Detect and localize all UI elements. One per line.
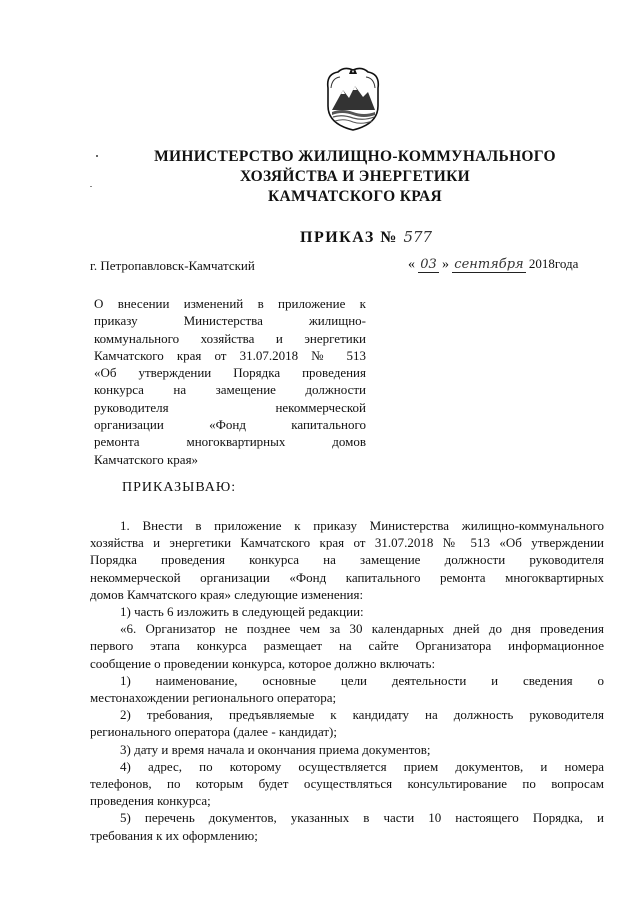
subject-line: коммунального хозяйства и энергетики xyxy=(94,330,366,346)
body-line: телефонов, по которым будет осуществляться консультирование по вопросам xyxy=(90,776,604,792)
body-line: проведения конкурса; xyxy=(90,793,211,809)
order-subject xyxy=(94,295,366,468)
body-line: некоммерческой организации «Фонд капитального ремонта многоквартирных xyxy=(90,569,604,585)
ministry-line-2: ХОЗЯЙСТВА И ЭНЕРГЕТИКИ xyxy=(239,168,471,185)
order-date xyxy=(408,256,578,273)
body-line: «6. Организатор не позднее чем за 30 календарных дней до дня проведения xyxy=(120,621,604,637)
body-line: 1) наименование, основные цели деятельности и сведения о xyxy=(120,672,604,688)
subject-line: Камчатского края от 31.07.2018 № 513 xyxy=(94,347,366,363)
ministry-name xyxy=(100,147,610,207)
body-line: Порядка проведения конкурса на замещение должности руководителя xyxy=(90,552,604,568)
body-line: хозяйства и энергетики Камчатского края от 31.07.2018 № 513 «Об утверждении xyxy=(90,535,604,551)
body-line: местонахождении регионального оператора; xyxy=(90,690,337,706)
date-year: 2018года xyxy=(528,256,579,271)
subject-line: ремонта многоквартирных домов xyxy=(94,434,366,450)
body-line: 3) дату и время начала и окончания приема документов; xyxy=(120,741,431,757)
subject-line: руководителя некоммерческой xyxy=(94,399,366,415)
date-open-quote: « xyxy=(408,257,415,272)
subject-line: Камчатского края» xyxy=(94,451,199,467)
order-label: ПРИКАЗ № xyxy=(300,229,398,246)
body-line: 1. Внести в приложение к приказу Министерства жилищно-коммунального xyxy=(120,518,604,533)
order-title xyxy=(300,228,432,247)
subject-line: О внесении изменений в приложение к xyxy=(94,296,366,311)
date-day: 03 xyxy=(420,257,437,272)
scan-speck xyxy=(96,155,98,157)
order-number: 577 xyxy=(403,228,433,246)
coat-of-arms-emblem xyxy=(322,66,384,132)
subject-line: конкурса на замещение должности xyxy=(94,382,366,398)
order-word: ПРИКАЗЫВАЮ: xyxy=(122,480,237,495)
date-month: сентября xyxy=(454,257,524,272)
ministry-line-1: МИНИСТЕРСТВО ЖИЛИЩНО-КОММУНАЛЬНОГО xyxy=(154,148,556,165)
subject-line: приказу Министерства жилищно- xyxy=(94,313,366,329)
body-line: 2) требования, предъявляемые к кандидату на должность руководителя xyxy=(120,707,604,723)
body-line: 5) перечень документов, указанных в части 10 настоящего Порядка, и xyxy=(120,810,604,826)
body-line: 1) часть 6 изложить в следующей редакции: xyxy=(120,604,364,620)
body-line: 4) адрес, по которому осуществляется прием документов, и номера xyxy=(120,758,604,774)
body-line: регионального оператора (далее - кандидат); xyxy=(90,724,337,740)
body-line: требования к их оформлению; xyxy=(90,827,258,843)
body-line: сообщение о проведении конкурса, которое должно включать: xyxy=(90,655,436,671)
order-body xyxy=(90,517,604,844)
ministry-line-3: КАМЧАТСКОГО КРАЯ xyxy=(267,188,443,205)
subject-line: организации «Фонд капитального xyxy=(94,417,366,433)
scan-speck xyxy=(90,186,92,187)
subject-line: «Об утверждении Порядка проведения xyxy=(94,365,366,381)
city: г. Петропавловск-Камчатский xyxy=(90,258,255,273)
body-line: первого этапа конкурса размещает на сайте Организатора информационное xyxy=(90,638,604,654)
date-close-quote: » xyxy=(442,257,450,272)
body-line: домов Камчатского края» следующие изменения: xyxy=(90,586,364,602)
